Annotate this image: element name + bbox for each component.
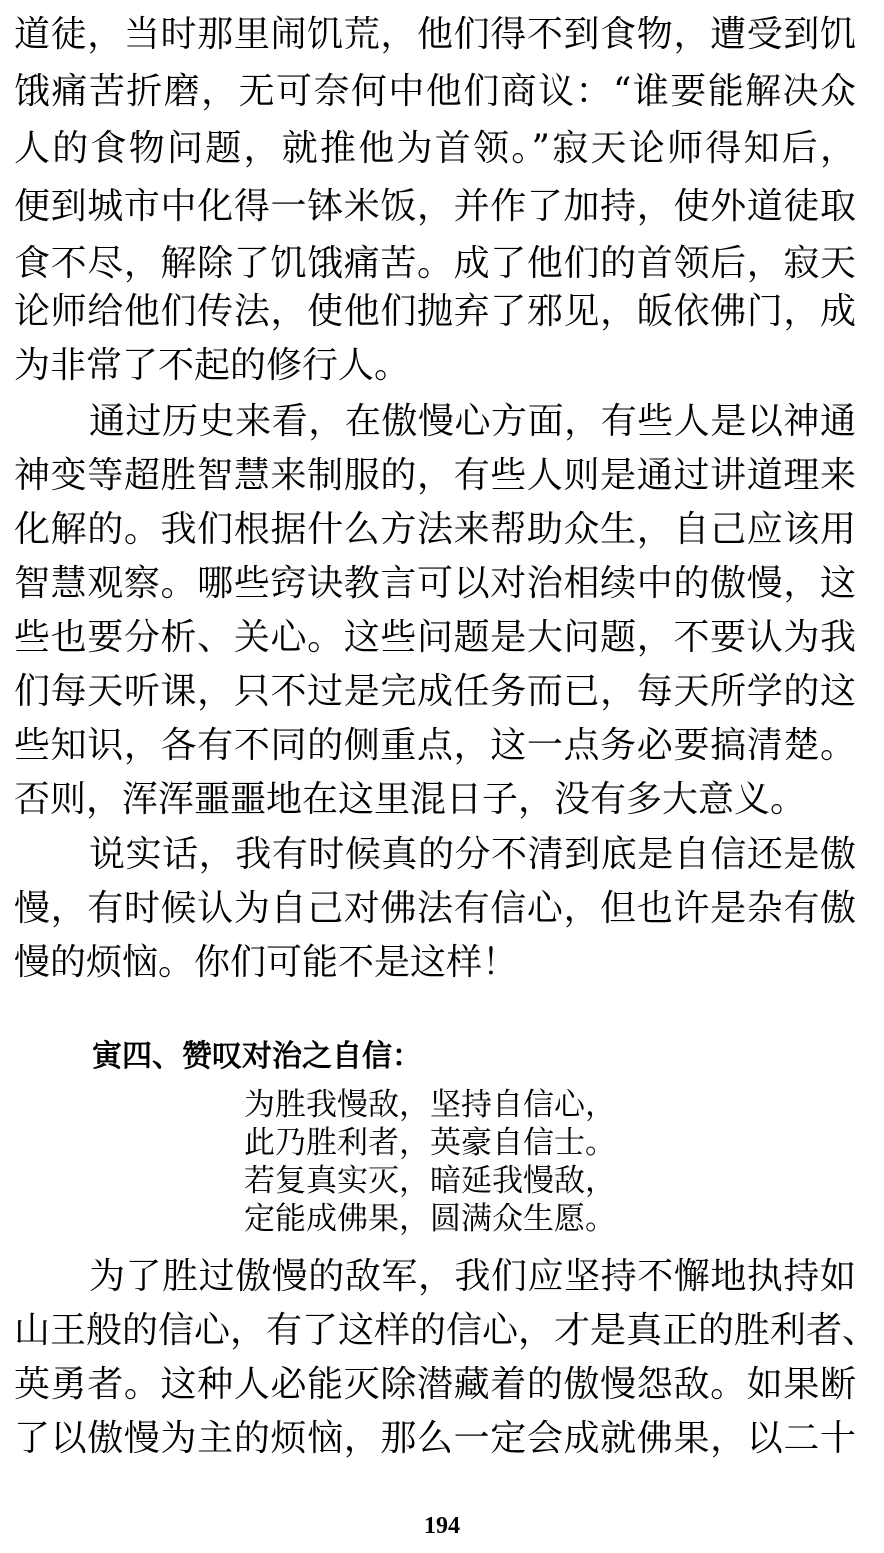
para2-line-8: 否则，浑浑噩噩地在这里混日子，没有多大意义。 [14, 779, 807, 820]
section-heading: 寅四、赞叹对治之自信： [92, 1039, 422, 1074]
para2-line-1: 通过历史来看，在傲慢心方面，有些人是以神通 [89, 401, 856, 442]
page-number: 194 [424, 1513, 460, 1539]
para3-line-1: 说实话，我有时候真的分不清到底是自信还是傲 [89, 834, 856, 875]
para1-line-6: 论师给他们传法，使他们抛弃了邪见，皈依佛门，成 [14, 291, 856, 332]
para2-line-3: 化解的。我们根据什么方法来帮助众生，自己应该用 [14, 509, 856, 550]
para2-line-5: 些也要分析、关心。这些问题是大问题，不要认为我 [14, 617, 856, 658]
para2-line-2: 神变等超胜智慧来制服的，有些人则是通过讲道理来 [14, 455, 856, 496]
para2-line-4: 智慧观察。哪些窍诀教言可以对治相续中的傲慢，这 [14, 563, 856, 604]
verse-line-1: 为胜我慢敌，坚持自信心， [244, 1087, 616, 1123]
para1-line-1: 道徒，当时那里闹饥荒，他们得不到食物，遭受到饥 [14, 14, 856, 55]
para3-line-2: 慢，有时候认为自己对佛法有信心，但也许是杂有傲 [14, 888, 856, 929]
para1-line-7: 为非常了不起的修行人。 [14, 345, 411, 386]
verse-line-3: 若复真实灭，暗延我慢敌， [244, 1163, 616, 1199]
para1-line-3: 人的食物问题，就推他为首领。”寂天论师得知后， [14, 128, 856, 169]
para1-line-5: 食不尽，解除了饥饿痛苦。成了他们的首领后，寂天 [14, 243, 856, 284]
para2-line-7: 些知识，各有不同的侧重点，这一点务必要搞清楚。 [14, 725, 856, 766]
verse-line-2: 此乃胜利者，英豪自信士。 [244, 1125, 616, 1161]
para4-line-2: 山王般的信心，有了这样的信心，才是真正的胜利者、 [14, 1310, 879, 1351]
para3-line-3: 慢的烦恼。你们可能不是这样！ [14, 942, 519, 983]
para4-line-1: 为了胜过傲慢的敌军，我们应坚持不懈地执持如 [89, 1256, 856, 1297]
para1-line-4: 便到城市中化得一钵米饭，并作了加持，使外道徒取 [14, 186, 856, 227]
verse-line-4: 定能成佛果，圆满众生愿。 [244, 1201, 616, 1237]
para4-line-3: 英勇者。这种人必能灭除潜藏着的傲慢怨敌。如果断 [14, 1364, 856, 1405]
para1-line-2: 饿痛苦折磨，无可奈何中他们商议：“谁要能解决众 [14, 71, 856, 112]
para4-line-4: 了以傲慢为主的烦恼，那么一定会成就佛果，以二十 [14, 1418, 856, 1459]
para2-line-6: 们每天听课，只不过是完成任务而已，每天所学的这 [14, 671, 856, 712]
